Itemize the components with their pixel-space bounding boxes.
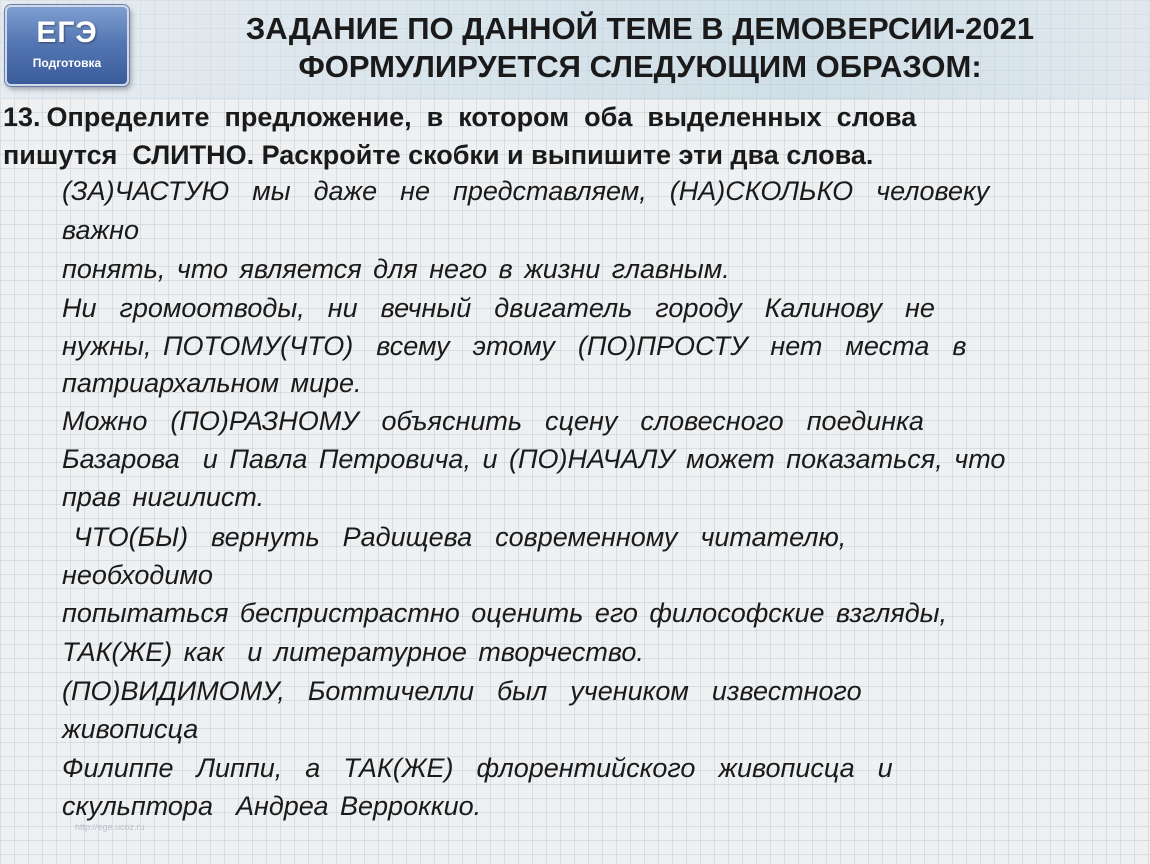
sentence-line: важно bbox=[62, 215, 139, 245]
sentence-line: нужны, ПОТОМУ(ЧТО) всему этому (ПО)ПРОСТУ нет места в bbox=[62, 331, 967, 361]
task-question bbox=[3, 98, 1143, 174]
slide-title bbox=[140, 10, 1140, 86]
ege-logo bbox=[5, 5, 129, 86]
sentence-line: (ПО)ВИДИМОМУ, Боттичелли был учеником известного bbox=[62, 676, 862, 706]
sentence-line: патриархальном мире. bbox=[62, 368, 362, 398]
question-text-1: Определите предложение, в котором оба выделенных слова bbox=[46, 102, 917, 132]
sentence-line: Базарова и Павла Петровича, и (ПО)НАЧАЛУ может показаться, что bbox=[62, 444, 1006, 474]
logo-subtitle: Подготовка bbox=[32, 56, 102, 70]
sentence-line: ЧТО(БЫ) вернуть Радищева современному читателю, bbox=[62, 522, 847, 552]
sentence-line: прав нигилист. bbox=[62, 482, 265, 512]
sentence-line: ТАК(ЖЕ) как и литературное творчество. bbox=[62, 637, 644, 667]
slide-title-line-1: ЗАДАНИЕ ПО ДАННОЙ ТЕМЕ В ДЕМОВЕРСИИ-2021 bbox=[245, 11, 1035, 46]
footer-url: http://ege.ucoz.ru bbox=[75, 822, 145, 832]
sentence-line: понять, что является для него в жизни главным. bbox=[62, 254, 730, 284]
slide-title-line-2: ФОРМУЛИРУЕТСЯ СЛЕДУЮЩИМ ОБРАЗОМ: bbox=[298, 49, 982, 84]
sentence-line: необходимо bbox=[62, 560, 213, 590]
sentence-line: скульптора Андреа Верроккио. bbox=[62, 791, 482, 821]
sentence-line: (ЗА)ЧАСТУЮ мы даже не представляем, (НА)СКОЛЬКО человеку bbox=[62, 176, 990, 206]
sentence-line: Можно (ПО)РАЗНОМУ объяснить сцену словесного поединка bbox=[62, 406, 924, 436]
question-number: 13. bbox=[3, 102, 41, 132]
sentence-line: Ни громоотводы, ни вечный двигатель городу Калинову не bbox=[62, 293, 935, 323]
question-line-1 bbox=[3, 98, 1143, 136]
sentence-line: живописца bbox=[62, 714, 199, 744]
logo-title: ЕГЭ bbox=[36, 16, 98, 49]
sentence-line: Филиппе Липпи, а ТАК(ЖЕ) флорентийского живописца и bbox=[62, 753, 893, 783]
sentence-line: попытаться беспристрастно оценить его философские взгляды, bbox=[62, 598, 948, 628]
question-text-2: пишутся СЛИТНО. Раскройте скобки и выпишите эти два слова. bbox=[3, 140, 874, 170]
